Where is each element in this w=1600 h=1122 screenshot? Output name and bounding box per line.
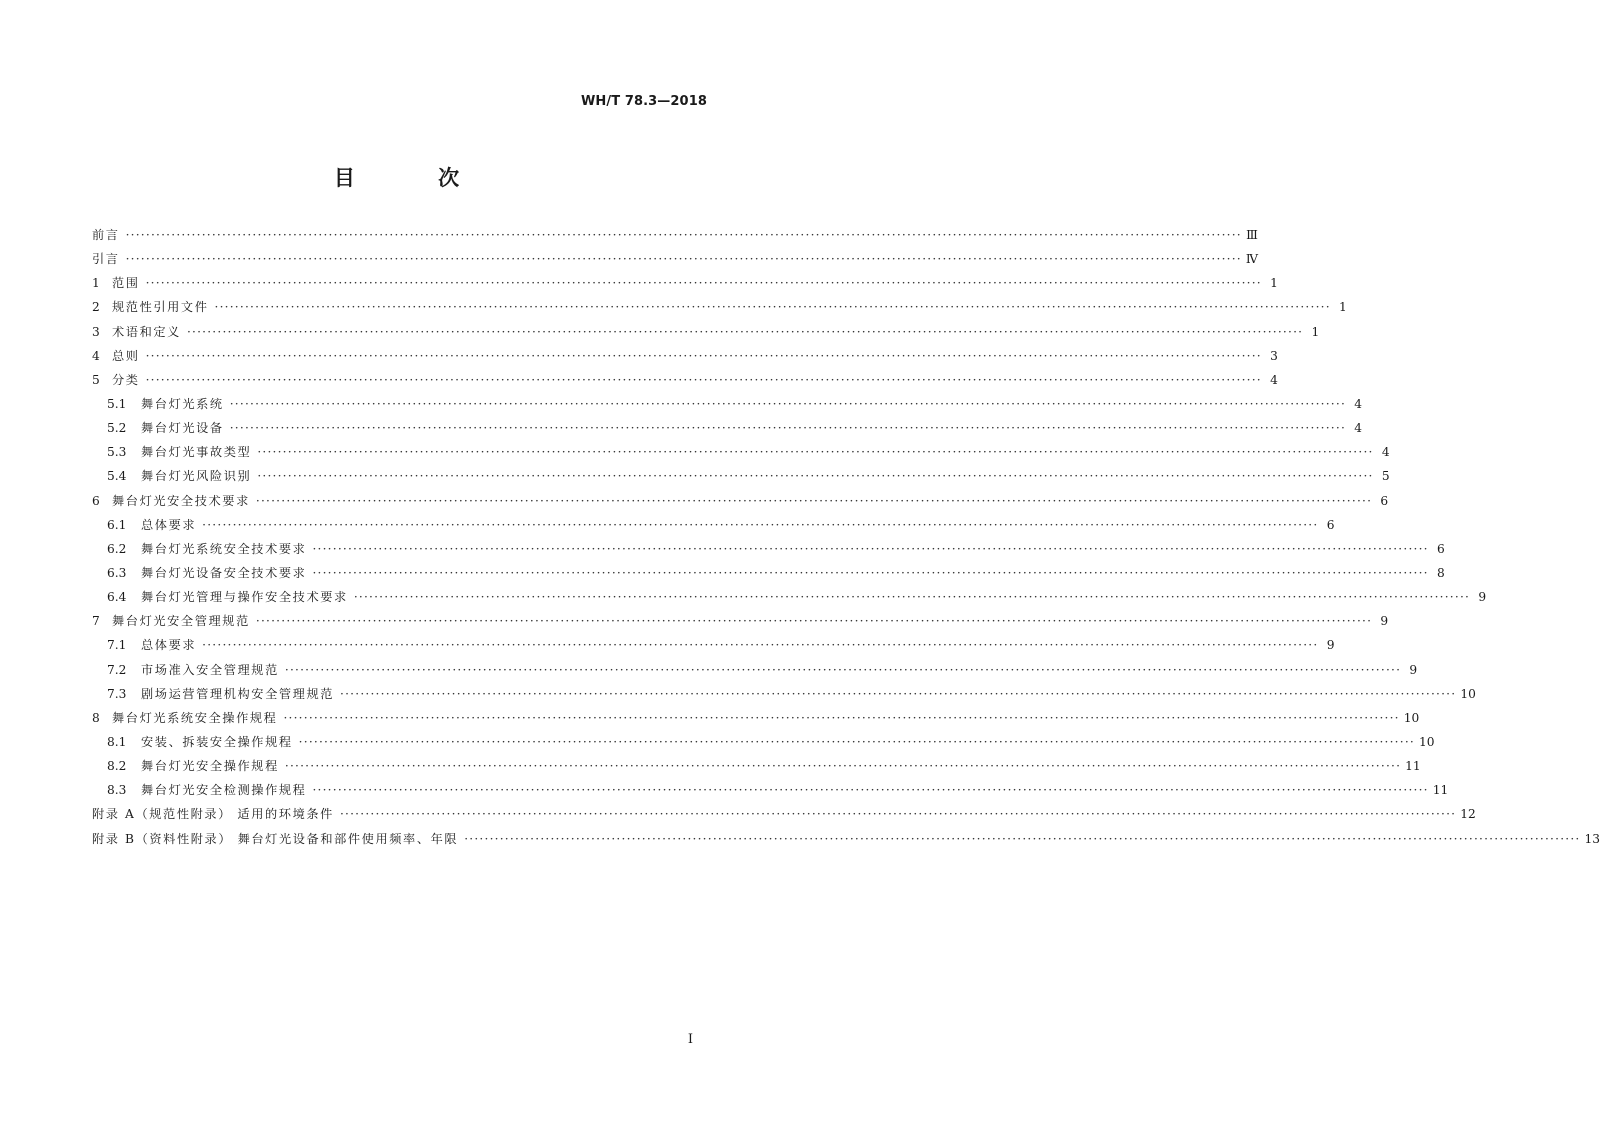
toc-entry-page: Ⅳ <box>1245 252 1259 267</box>
toc-dot-leader: ···························································································································································································································· <box>145 348 1262 363</box>
toc-entry-number: 4 <box>92 348 100 363</box>
toc-entry-number: 6.4 <box>107 590 127 605</box>
toc-entry[interactable] <box>92 371 1278 395</box>
toc-entry-page: 4 <box>1354 396 1363 411</box>
toc-dot-leader: ···························································································································································································································· <box>214 300 1331 315</box>
toc-entry-page: 9 <box>1380 614 1389 629</box>
toc-entry-number: 5.1 <box>107 396 127 411</box>
toc-entry[interactable] <box>92 685 1476 709</box>
toc-entry-title: 总则 <box>112 348 140 363</box>
toc-entry-page: 10 <box>1418 734 1435 749</box>
toc-dot-leader: ···························································································································································································································· <box>257 469 1374 484</box>
toc-dot-leader: ···························································································································································································································· <box>464 831 1581 846</box>
toc-dot-leader: ···························································································································································································································· <box>125 228 1242 242</box>
toc-entry-page: 4 <box>1381 445 1390 460</box>
toc-entry[interactable] <box>92 830 1600 854</box>
toc-dot-leader: ···························································································································································································································· <box>145 276 1262 291</box>
toc-entry-title: 舞台灯光安全技术要求 <box>112 493 250 508</box>
toc-entry[interactable] <box>92 588 1487 612</box>
toc-entry-page: 8 <box>1436 565 1445 580</box>
toc-entry-title: 舞台灯光设备 <box>141 421 224 436</box>
toc-entry-page: 6 <box>1436 541 1445 556</box>
toc-entry-page: 13 <box>1584 831 1600 846</box>
toc-dot-leader: ···························································································································································································································· <box>312 565 1429 580</box>
toc-entry-title: 舞台灯光安全管理规范 <box>112 614 250 629</box>
toc-entry-title: 舞台灯光安全检测操作规程 <box>141 783 307 798</box>
toc-entry[interactable] <box>92 443 1390 467</box>
toc-entry-page: 12 <box>1460 807 1476 822</box>
document-code: WH/T 78.3—2018 <box>580 94 707 109</box>
toc-dot-leader: ···························································································································································································································· <box>298 734 1415 749</box>
toc-entry[interactable] <box>92 492 1389 516</box>
toc-entry[interactable] <box>92 274 1278 298</box>
toc-entry-page: 9 <box>1478 590 1487 605</box>
toc-entry[interactable] <box>92 612 1389 636</box>
toc-entry-page: 6 <box>1326 517 1335 532</box>
toc-entry-title: 舞台灯光系统安全操作规程 <box>112 710 278 725</box>
toc-entry-page: 1 <box>1339 300 1347 315</box>
toc-entry-number: 6.3 <box>107 565 127 580</box>
toc-entry-title: 舞台灯光安全操作规程 <box>141 759 279 774</box>
table-of-contents <box>92 226 1600 854</box>
toc-dot-leader: ···························································································································································································································· <box>283 710 1400 725</box>
toc-entry[interactable] <box>92 661 1418 685</box>
toc-entry-title: 术语和定义 <box>112 324 181 339</box>
toc-dot-leader: ···························································································································································································································· <box>284 662 1402 677</box>
toc-entry-page: 4 <box>1270 372 1278 387</box>
toc-dot-leader: ···························································································································································································································· <box>257 445 1374 460</box>
toc-entry-number: 8 <box>92 710 100 725</box>
toc-entry-number: 8.1 <box>107 734 127 749</box>
toc-dot-leader: ···························································································································································································································· <box>145 372 1262 387</box>
toc-entry-page: 10 <box>1460 686 1476 701</box>
toc-dot-leader: ···························································································································································································································· <box>312 783 1429 798</box>
toc-entry-page: 11 <box>1405 759 1421 774</box>
toc-entry-number: 6.1 <box>107 517 127 532</box>
toc-entry-title: 安装、拆装安全操作规程 <box>141 734 293 749</box>
toc-entry-number: 5.3 <box>107 445 127 460</box>
toc-entry-title: 总体要求 <box>141 638 197 653</box>
toc-entry[interactable] <box>92 540 1445 564</box>
toc-entry-number: 2 <box>92 300 100 315</box>
toc-entry-number: 8.3 <box>107 783 127 798</box>
toc-entry-title: 分类 <box>112 372 140 387</box>
toc-entry[interactable] <box>92 467 1390 491</box>
toc-entry-title: 总体要求 <box>141 517 197 532</box>
toc-dot-leader: ···························································································································································································································· <box>339 807 1457 822</box>
toc-entry[interactable] <box>92 226 1258 250</box>
toc-entry-title: 范围 <box>112 276 140 291</box>
toc-entry[interactable] <box>92 709 1420 733</box>
toc-entry[interactable] <box>92 250 1259 274</box>
toc-entry[interactable] <box>92 419 1363 443</box>
toc-entry-number: 5.2 <box>107 421 127 436</box>
toc-entry-page: 9 <box>1326 638 1335 653</box>
toc-dot-leader: ···························································································································································································································· <box>340 686 1457 701</box>
toc-entry-page: 10 <box>1403 710 1420 725</box>
toc-entry-number: 7.3 <box>107 686 127 701</box>
toc-entry[interactable] <box>92 323 1320 347</box>
toc-dot-leader: ···························································································································································································································· <box>255 493 1373 508</box>
toc-entry-title: 附录 B（资料性附录） 舞台灯光设备和部件使用频率、年限 <box>92 831 459 846</box>
toc-dot-leader: ···························································································································································································································· <box>229 396 1347 411</box>
toc-entry-page: 3 <box>1270 348 1278 363</box>
toc-entry-title: 剧场运营管理机构安全管理规范 <box>141 686 335 701</box>
toc-entry-page: 11 <box>1432 783 1449 798</box>
toc-entry-page: Ⅲ <box>1246 228 1258 242</box>
toc-entry-title: 舞台灯光系统 <box>141 396 224 411</box>
toc-dot-leader: ···························································································································································································································· <box>125 252 1242 267</box>
toc-entry[interactable] <box>92 564 1445 588</box>
toc-entry[interactable] <box>92 757 1421 781</box>
toc-entry-page: 6 <box>1380 493 1389 508</box>
toc-dot-leader: ···························································································································································································································· <box>284 759 1402 774</box>
toc-entry[interactable] <box>92 298 1347 322</box>
toc-entry-page: 1 <box>1311 324 1320 339</box>
toc-entry-title: 舞台灯光事故类型 <box>141 445 252 460</box>
toc-entry-title: 舞台灯光系统安全技术要求 <box>141 541 307 556</box>
toc-entry-title: 舞台灯光风险识别 <box>141 469 252 484</box>
toc-dot-leader: ···························································································································································································································· <box>229 421 1347 436</box>
toc-entry-page: 9 <box>1409 662 1418 677</box>
toc-dot-leader: ···························································································································································································································· <box>255 614 1373 629</box>
toc-entry-number: 3 <box>92 324 100 339</box>
toc-entry[interactable] <box>92 733 1435 757</box>
toc-entry-title: 舞台灯光设备安全技术要求 <box>141 565 307 580</box>
toc-entry[interactable] <box>92 395 1363 419</box>
toc-entry[interactable] <box>92 805 1476 829</box>
toc-entry[interactable] <box>92 516 1335 540</box>
toc-entry-title: 舞台灯光管理与操作安全技术要求 <box>141 590 348 605</box>
toc-entry-number: 7.2 <box>107 662 127 677</box>
toc-dot-leader: ···························································································································································································································· <box>312 541 1429 556</box>
toc-dot-leader: ···························································································································································································································· <box>202 517 1319 532</box>
toc-entry-title: 规范性引用文件 <box>112 300 209 315</box>
toc-entry-number: 6 <box>92 493 100 508</box>
toc-dot-leader: ···························································································································································································································· <box>202 638 1319 653</box>
toc-entry-number: 1 <box>92 276 100 291</box>
toc-entry[interactable] <box>92 781 1449 805</box>
toc-entry-title: 引言 <box>92 252 120 267</box>
toc-entry-page: 5 <box>1381 469 1390 484</box>
toc-entry-title: 市场准入安全管理规范 <box>141 662 279 677</box>
toc-entry-number: 8.2 <box>107 759 127 774</box>
toc-entry-title: 附录 A（规范性附录） 适用的环境条件 <box>92 807 334 822</box>
toc-entry[interactable] <box>92 347 1278 371</box>
toc-dot-leader: ···························································································································································································································· <box>353 590 1471 605</box>
toc-entry-page: 4 <box>1354 421 1363 436</box>
toc-entry-number: 7.1 <box>107 638 127 653</box>
toc-entry[interactable] <box>92 636 1335 660</box>
toc-entry-number: 5.4 <box>107 469 127 484</box>
toc-dot-leader: ···························································································································································································································· <box>186 324 1304 339</box>
toc-entry-number: 7 <box>92 614 100 629</box>
toc-entry-number: 6.2 <box>107 541 127 556</box>
toc-entry-page: 1 <box>1270 276 1278 291</box>
toc-entry-title: 前言 <box>92 228 120 242</box>
page-number: I <box>687 1032 693 1047</box>
toc-entry-number: 5 <box>92 372 100 387</box>
toc-title: 目 次 <box>333 166 498 190</box>
